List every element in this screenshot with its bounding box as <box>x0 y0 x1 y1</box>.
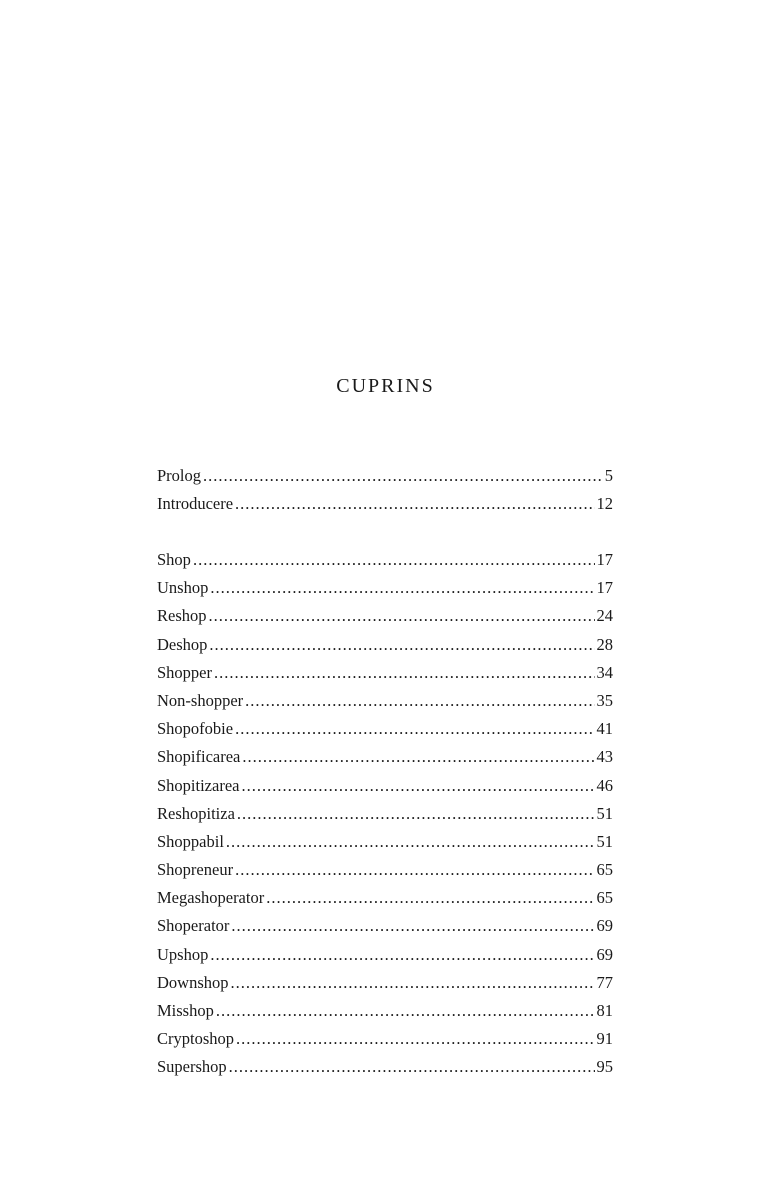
toc-entry-page-number: 34 <box>596 662 613 682</box>
toc-entry-page-number: 95 <box>596 1057 613 1077</box>
toc-entry-page-number: 17 <box>596 578 613 598</box>
toc-entry-page-number: 5 <box>604 466 613 485</box>
toc-entry[interactable] <box>157 602 613 630</box>
dot-leader <box>193 546 595 574</box>
toc-entry[interactable] <box>157 1025 613 1053</box>
toc-entry[interactable] <box>157 574 613 602</box>
dot-leader <box>203 462 603 490</box>
toc-entry-title: Introducere <box>157 494 234 514</box>
toc-entry-title: Shoperator <box>157 916 230 936</box>
dot-leader <box>266 884 594 912</box>
toc-entry-page-number: 24 <box>596 606 613 626</box>
toc-entry-title: Downshop <box>157 972 229 992</box>
toc-entry-title: Shopificarea <box>157 747 241 767</box>
dot-leader <box>235 715 594 743</box>
dot-leader <box>245 687 594 715</box>
dot-leader <box>229 1053 595 1081</box>
toc-entry-page-number: 35 <box>596 690 613 710</box>
toc-entry-title: Supershop <box>157 1057 227 1077</box>
dot-leader <box>210 574 594 602</box>
toc-entry-title: Misshop <box>157 1001 214 1020</box>
toc-entry[interactable] <box>157 1053 613 1081</box>
dot-leader <box>237 800 595 828</box>
dot-leader <box>216 997 595 1025</box>
toc-entry-title: Non-shopper <box>157 690 244 710</box>
toc-entry-page-number: 17 <box>596 550 613 569</box>
toc-entry-title: Shopper <box>157 662 212 682</box>
toc-entry[interactable] <box>157 659 613 687</box>
toc-entry-page-number: 65 <box>596 860 613 880</box>
toc-entry-page-number: 65 <box>596 888 613 908</box>
toc-entry-page-number: 12 <box>596 494 613 514</box>
toc-entry-page-number: 51 <box>596 831 613 851</box>
toc-entry-page-number: 69 <box>596 944 613 964</box>
toc-entry[interactable] <box>157 884 613 912</box>
toc-entry-page-number: 77 <box>596 972 613 992</box>
dot-leader <box>235 856 594 884</box>
dot-leader <box>214 659 595 687</box>
toc-entry[interactable] <box>157 546 613 574</box>
dot-leader <box>236 1025 594 1053</box>
toc-entry-page-number: 51 <box>596 803 613 823</box>
toc-entry-title: Upshop <box>157 944 209 964</box>
toc-entry-title: Unshop <box>157 578 209 598</box>
dot-leader <box>226 828 595 856</box>
toc-entry[interactable] <box>157 462 613 490</box>
toc-entry-title: Deshop <box>157 634 208 654</box>
toc-entry[interactable] <box>157 715 613 743</box>
toc-entry-title: Shopreneur <box>157 860 234 880</box>
dot-leader <box>235 490 594 518</box>
toc-entry[interactable] <box>157 969 613 997</box>
toc-entry-title: Shopofobie <box>157 719 234 739</box>
toc-front-matter <box>157 462 613 518</box>
toc-entry-page-number: 43 <box>596 747 613 767</box>
dot-leader <box>209 602 595 630</box>
dot-leader <box>242 743 594 771</box>
toc-entry[interactable] <box>157 631 613 659</box>
toc-entry-page-number: 46 <box>596 775 613 795</box>
dot-leader <box>210 941 594 969</box>
toc-entry-title: Shoppabil <box>157 831 224 851</box>
toc-entry[interactable] <box>157 912 613 940</box>
toc-entry[interactable] <box>157 856 613 884</box>
toc-entry-title: Shop <box>157 550 191 569</box>
toc-entry-page-number: 28 <box>596 634 613 654</box>
toc-entry-title: Megashoperator <box>157 888 265 908</box>
toc-entry[interactable] <box>157 800 613 828</box>
toc-entry-title: Reshop <box>157 606 207 626</box>
toc-entry[interactable] <box>157 772 613 800</box>
dot-leader <box>231 969 595 997</box>
toc-entry-page-number: 41 <box>596 719 613 739</box>
dot-leader <box>241 772 594 800</box>
toc-entry-page-number: 69 <box>596 916 613 936</box>
toc-entry[interactable] <box>157 828 613 856</box>
toc-entry-title: Prolog <box>157 466 202 485</box>
dot-leader <box>209 631 594 659</box>
toc-chapters <box>157 546 613 1082</box>
toc-entry[interactable] <box>157 687 613 715</box>
dot-leader <box>231 912 594 940</box>
toc-entry-title: Shopitizarea <box>157 775 240 795</box>
page-title: CUPRINS <box>336 375 435 397</box>
toc-entry[interactable] <box>157 743 613 771</box>
toc-entry-title: Reshopitiza <box>157 803 235 823</box>
toc-entry[interactable] <box>157 490 613 518</box>
toc-entry-title: Cryptoshop <box>157 1029 235 1049</box>
toc-entry-page-number: 91 <box>596 1029 613 1049</box>
toc-entry-page-number: 81 <box>596 1001 613 1020</box>
toc-entry[interactable] <box>157 997 613 1025</box>
toc-entry[interactable] <box>157 941 613 969</box>
